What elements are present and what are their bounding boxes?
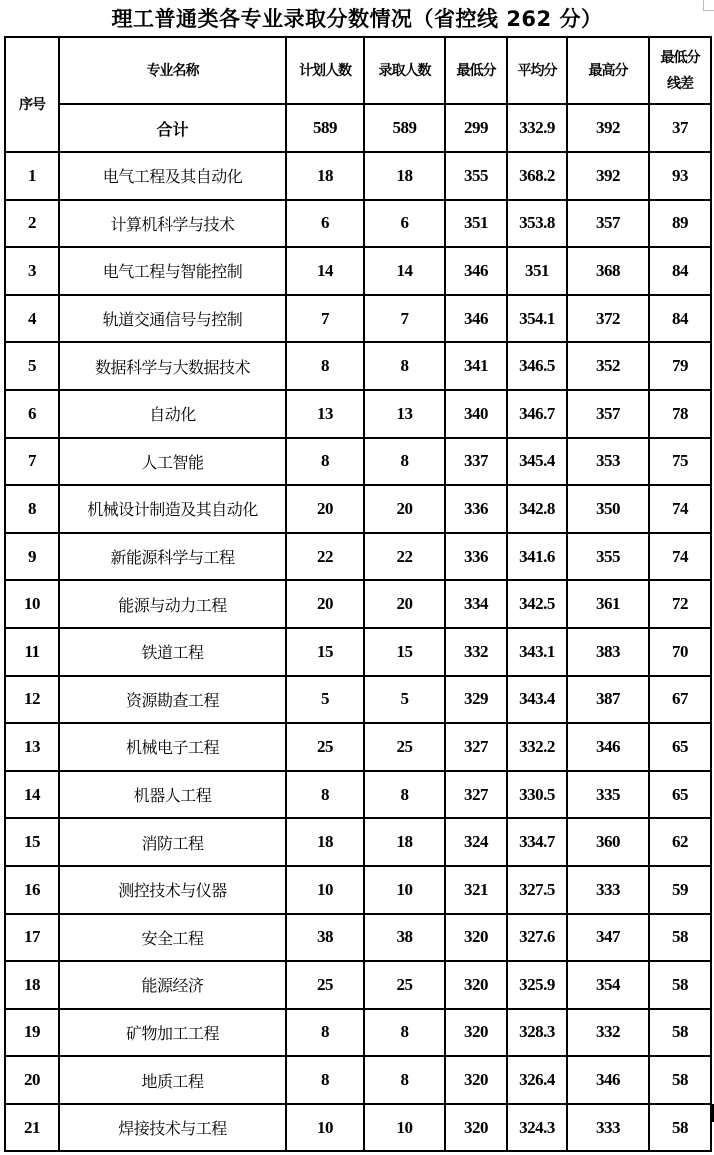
row-avg-score: 342.8 [507, 485, 567, 533]
header-min-diff-line1: 最低分 [660, 49, 700, 66]
row-avg-score: 332.2 [507, 723, 567, 771]
row-admitted: 22 [364, 533, 445, 581]
row-min-score: 320 [445, 1009, 507, 1057]
row-min-diff: 58 [649, 1056, 711, 1104]
total-planned: 589 [286, 104, 364, 152]
row-max-score: 335 [567, 771, 649, 819]
row-planned: 13 [286, 390, 364, 438]
row-avg-score: 327.5 [507, 866, 567, 914]
row-planned: 18 [286, 818, 364, 866]
row-avg-score: 324.3 [507, 1104, 567, 1152]
row-max-score: 357 [567, 200, 649, 248]
table-row [5, 1104, 711, 1152]
row-min-diff: 84 [649, 247, 711, 295]
row-avg-score: 330.5 [507, 771, 567, 819]
row-min-diff: 93 [649, 152, 711, 200]
row-planned: 8 [286, 1056, 364, 1104]
row-avg-score: 325.9 [507, 961, 567, 1009]
row-major: 计算机科学与技术 [59, 200, 286, 248]
total-row [5, 104, 711, 152]
row-min-diff: 65 [649, 771, 711, 819]
row-planned: 8 [286, 438, 364, 486]
row-index: 11 [5, 628, 59, 676]
row-max-score: 346 [567, 1056, 649, 1104]
table-row [5, 723, 711, 771]
row-min-diff: 59 [649, 866, 711, 914]
row-max-score: 333 [567, 866, 649, 914]
edge-mark [710, 1104, 714, 1122]
table-row [5, 914, 711, 962]
row-min-diff: 74 [649, 485, 711, 533]
row-min-diff: 67 [649, 676, 711, 724]
row-major: 矿物加工工程 [59, 1009, 286, 1057]
row-min-diff: 58 [649, 1009, 711, 1057]
header-avg-score: 平均分 [507, 37, 567, 104]
row-planned: 10 [286, 866, 364, 914]
row-major: 安全工程 [59, 914, 286, 962]
row-index: 3 [5, 247, 59, 295]
row-planned: 8 [286, 1009, 364, 1057]
row-min-diff: 58 [649, 961, 711, 1009]
row-admitted: 8 [364, 438, 445, 486]
row-planned: 20 [286, 580, 364, 628]
header-min-diff [649, 37, 711, 104]
total-diff: 37 [649, 104, 711, 152]
row-admitted: 8 [364, 1009, 445, 1057]
row-planned: 22 [286, 533, 364, 581]
table-row [5, 247, 711, 295]
row-min-diff: 70 [649, 628, 711, 676]
row-major: 数据科学与大数据技术 [59, 342, 286, 390]
row-max-score: 354 [567, 961, 649, 1009]
table-row [5, 1009, 711, 1057]
row-index: 4 [5, 295, 59, 343]
row-index: 21 [5, 1104, 59, 1152]
row-max-score: 392 [567, 152, 649, 200]
row-min-diff: 62 [649, 818, 711, 866]
row-min-score: 329 [445, 676, 507, 724]
row-min-score: 336 [445, 533, 507, 581]
row-planned: 15 [286, 628, 364, 676]
row-avg-score: 328.3 [507, 1009, 567, 1057]
row-major: 测控技术与仪器 [59, 866, 286, 914]
row-index: 13 [5, 723, 59, 771]
row-index: 12 [5, 676, 59, 724]
header-min-diff-line2: 线差 [667, 75, 693, 92]
row-avg-score: 354.1 [507, 295, 567, 343]
table-row [5, 580, 711, 628]
row-admitted: 18 [364, 818, 445, 866]
row-min-score: 320 [445, 914, 507, 962]
row-major: 新能源科学与工程 [59, 533, 286, 581]
row-min-score: 340 [445, 390, 507, 438]
header-admitted: 录取人数 [364, 37, 445, 104]
row-planned: 8 [286, 342, 364, 390]
row-min-score: 321 [445, 866, 507, 914]
row-planned: 18 [286, 152, 364, 200]
table-row [5, 866, 711, 914]
row-planned: 10 [286, 1104, 364, 1152]
table-row [5, 1056, 711, 1104]
table-row [5, 485, 711, 533]
page-title: 理工普通类各专业录取分数情况（省控线 262 分） [111, 7, 603, 31]
row-admitted: 18 [364, 152, 445, 200]
row-min-diff: 58 [649, 914, 711, 962]
row-index: 14 [5, 771, 59, 819]
row-admitted: 13 [364, 390, 445, 438]
row-min-score: 334 [445, 580, 507, 628]
table-row [5, 628, 711, 676]
row-max-score: 387 [567, 676, 649, 724]
row-major: 消防工程 [59, 818, 286, 866]
row-min-score: 320 [445, 1056, 507, 1104]
total-label: 合计 [59, 104, 286, 152]
row-major: 能源经济 [59, 961, 286, 1009]
row-max-score: 383 [567, 628, 649, 676]
row-max-score: 353 [567, 438, 649, 486]
row-min-score: 324 [445, 818, 507, 866]
row-max-score: 332 [567, 1009, 649, 1057]
row-planned: 8 [286, 771, 364, 819]
row-min-diff: 89 [649, 200, 711, 248]
row-max-score: 333 [567, 1104, 649, 1152]
row-admitted: 20 [364, 485, 445, 533]
row-index: 17 [5, 914, 59, 962]
row-min-score: 346 [445, 295, 507, 343]
row-index: 6 [5, 390, 59, 438]
row-index: 8 [5, 485, 59, 533]
row-max-score: 360 [567, 818, 649, 866]
row-admitted: 15 [364, 628, 445, 676]
row-index: 16 [5, 866, 59, 914]
row-avg-score: 326.4 [507, 1056, 567, 1104]
row-admitted: 6 [364, 200, 445, 248]
row-major: 机械设计制造及其自动化 [59, 485, 286, 533]
row-admitted: 8 [364, 771, 445, 819]
row-admitted: 25 [364, 961, 445, 1009]
row-min-score: 327 [445, 771, 507, 819]
row-planned: 6 [286, 200, 364, 248]
table-row [5, 152, 711, 200]
row-min-score: 351 [445, 200, 507, 248]
row-min-diff: 78 [649, 390, 711, 438]
row-major: 铁道工程 [59, 628, 286, 676]
row-admitted: 7 [364, 295, 445, 343]
row-admitted: 10 [364, 1104, 445, 1152]
total-avg: 332.9 [507, 104, 567, 152]
total-min: 299 [445, 104, 507, 152]
row-planned: 25 [286, 723, 364, 771]
row-admitted: 5 [364, 676, 445, 724]
row-admitted: 8 [364, 1056, 445, 1104]
row-avg-score: 346.5 [507, 342, 567, 390]
row-min-score: 327 [445, 723, 507, 771]
row-index: 20 [5, 1056, 59, 1104]
admission-scores-table [4, 36, 712, 1152]
row-max-score: 352 [567, 342, 649, 390]
row-planned: 25 [286, 961, 364, 1009]
header-planned: 计划人数 [286, 37, 364, 104]
row-avg-score: 341.6 [507, 533, 567, 581]
row-major: 机器人工程 [59, 771, 286, 819]
row-min-score: 320 [445, 1104, 507, 1152]
header-max-score: 最高分 [567, 37, 649, 104]
row-index: 19 [5, 1009, 59, 1057]
row-index: 7 [5, 438, 59, 486]
row-min-score: 332 [445, 628, 507, 676]
row-planned: 14 [286, 247, 364, 295]
row-max-score: 346 [567, 723, 649, 771]
table-row [5, 390, 711, 438]
row-min-diff: 58 [649, 1104, 711, 1152]
header-index: 序号 [5, 37, 59, 152]
row-avg-score: 343.1 [507, 628, 567, 676]
table-row [5, 961, 711, 1009]
row-major: 自动化 [59, 390, 286, 438]
row-major: 地质工程 [59, 1056, 286, 1104]
header-min-score: 最低分 [445, 37, 507, 104]
row-major: 焊接技术与工程 [59, 1104, 286, 1152]
row-avg-score: 334.7 [507, 818, 567, 866]
row-max-score: 350 [567, 485, 649, 533]
table-row [5, 818, 711, 866]
row-planned: 20 [286, 485, 364, 533]
row-avg-score: 353.8 [507, 200, 567, 248]
row-min-diff: 79 [649, 342, 711, 390]
table-row [5, 533, 711, 581]
row-index: 1 [5, 152, 59, 200]
row-major: 电气工程与智能控制 [59, 247, 286, 295]
row-major: 能源与动力工程 [59, 580, 286, 628]
row-planned: 7 [286, 295, 364, 343]
row-min-score: 320 [445, 961, 507, 1009]
row-min-diff: 84 [649, 295, 711, 343]
row-avg-score: 327.6 [507, 914, 567, 962]
row-avg-score: 345.4 [507, 438, 567, 486]
row-min-score: 355 [445, 152, 507, 200]
row-index: 18 [5, 961, 59, 1009]
row-index: 10 [5, 580, 59, 628]
table-row [5, 342, 711, 390]
row-min-score: 336 [445, 485, 507, 533]
row-major: 资源勘查工程 [59, 676, 286, 724]
row-min-score: 337 [445, 438, 507, 486]
row-max-score: 361 [567, 580, 649, 628]
row-min-diff: 75 [649, 438, 711, 486]
row-index: 9 [5, 533, 59, 581]
row-min-diff: 65 [649, 723, 711, 771]
total-admitted: 589 [364, 104, 445, 152]
row-admitted: 38 [364, 914, 445, 962]
row-index: 2 [5, 200, 59, 248]
row-min-score: 341 [445, 342, 507, 390]
row-admitted: 14 [364, 247, 445, 295]
header-major: 专业名称 [59, 37, 286, 104]
row-avg-score: 342.5 [507, 580, 567, 628]
row-admitted: 10 [364, 866, 445, 914]
total-max: 392 [567, 104, 649, 152]
row-avg-score: 351 [507, 247, 567, 295]
row-avg-score: 346.7 [507, 390, 567, 438]
row-max-score: 372 [567, 295, 649, 343]
row-min-diff: 72 [649, 580, 711, 628]
row-min-diff: 74 [649, 533, 711, 581]
row-min-score: 346 [445, 247, 507, 295]
row-major: 轨道交通信号与控制 [59, 295, 286, 343]
row-index: 15 [5, 818, 59, 866]
table-row [5, 438, 711, 486]
table-row [5, 676, 711, 724]
header-row [5, 37, 711, 104]
row-major: 机械电子工程 [59, 723, 286, 771]
row-admitted: 25 [364, 723, 445, 771]
row-planned: 5 [286, 676, 364, 724]
row-max-score: 368 [567, 247, 649, 295]
row-avg-score: 368.2 [507, 152, 567, 200]
row-admitted: 8 [364, 342, 445, 390]
table-row [5, 295, 711, 343]
row-major: 电气工程及其自动化 [59, 152, 286, 200]
row-planned: 38 [286, 914, 364, 962]
row-max-score: 357 [567, 390, 649, 438]
row-index: 5 [5, 342, 59, 390]
row-max-score: 355 [567, 533, 649, 581]
row-admitted: 20 [364, 580, 445, 628]
row-major: 人工智能 [59, 438, 286, 486]
row-max-score: 347 [567, 914, 649, 962]
table-row [5, 771, 711, 819]
row-avg-score: 343.4 [507, 676, 567, 724]
table-row [5, 200, 711, 248]
